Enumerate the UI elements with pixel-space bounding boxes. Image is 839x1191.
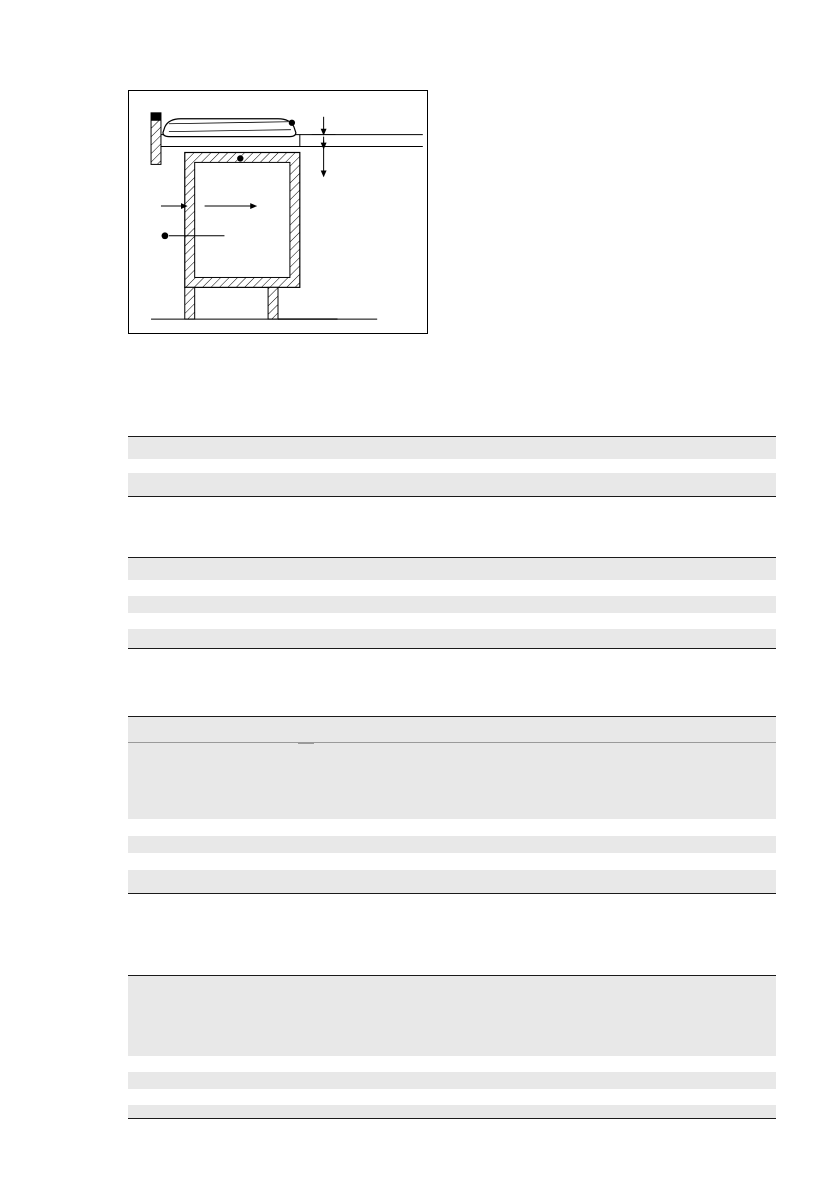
specification-table-3 bbox=[128, 716, 776, 894]
table-cell bbox=[314, 1105, 776, 1119]
worktop-slab bbox=[161, 119, 300, 147]
callout-dot-1 bbox=[289, 120, 295, 126]
cabinet-body bbox=[185, 152, 300, 287]
table-cell bbox=[314, 473, 776, 497]
table-row bbox=[128, 870, 776, 894]
table-cell bbox=[128, 976, 314, 998]
specification-table-2 bbox=[128, 557, 776, 649]
table-cell bbox=[314, 819, 776, 836]
callout-dot-2 bbox=[237, 155, 243, 161]
table-cell bbox=[314, 976, 776, 998]
table-cell bbox=[314, 1089, 776, 1105]
table-cell bbox=[128, 998, 314, 1056]
table-cell bbox=[128, 853, 314, 870]
table-cell bbox=[314, 437, 776, 459]
wall-hatch-left bbox=[151, 113, 161, 165]
table-cell bbox=[314, 580, 776, 596]
table-row bbox=[128, 437, 776, 459]
table-cell bbox=[128, 459, 314, 473]
specification-table-1 bbox=[128, 436, 776, 497]
table-row bbox=[128, 976, 776, 998]
table-cell bbox=[314, 629, 776, 649]
table-cell bbox=[128, 596, 314, 613]
table-row bbox=[128, 853, 776, 870]
table-row bbox=[128, 998, 776, 1056]
table-cell bbox=[314, 558, 776, 580]
table-cell bbox=[128, 580, 314, 596]
table-cell bbox=[128, 1056, 314, 1072]
table-cell bbox=[314, 596, 776, 613]
table-row bbox=[128, 743, 776, 801]
table-cell bbox=[128, 801, 314, 819]
table-cell bbox=[128, 437, 314, 459]
table-row bbox=[128, 629, 776, 649]
table-cell bbox=[314, 853, 776, 870]
dimension-arrows-right bbox=[312, 117, 336, 177]
table-cell bbox=[128, 1089, 314, 1105]
table-row bbox=[128, 580, 776, 596]
table-cell bbox=[314, 717, 776, 743]
table-cell bbox=[314, 801, 776, 819]
table-row bbox=[128, 1105, 776, 1119]
table-cell bbox=[128, 613, 314, 629]
specification-table-4 bbox=[128, 975, 776, 1119]
table-row bbox=[128, 613, 776, 629]
table-cell bbox=[314, 613, 776, 629]
table-row bbox=[128, 558, 776, 580]
table-row bbox=[128, 819, 776, 836]
table-cell bbox=[128, 1072, 314, 1089]
table-row bbox=[128, 459, 776, 473]
table-cell bbox=[128, 629, 314, 649]
cabinet-plinth bbox=[151, 287, 377, 319]
table-row bbox=[128, 717, 776, 743]
table-cell bbox=[314, 1072, 776, 1089]
callout-dot-3 bbox=[162, 232, 169, 239]
table-row bbox=[128, 836, 776, 853]
table-cell bbox=[128, 819, 314, 836]
table-cell bbox=[128, 743, 314, 801]
table-cell bbox=[314, 1056, 776, 1072]
table-cell bbox=[314, 459, 776, 473]
table-cell bbox=[128, 870, 314, 894]
table-cell bbox=[128, 836, 314, 853]
table-row bbox=[128, 1056, 776, 1072]
table-row bbox=[128, 1089, 776, 1105]
table-cell bbox=[314, 998, 776, 1056]
table-cell bbox=[314, 743, 776, 801]
table-row bbox=[128, 596, 776, 613]
table-cell bbox=[128, 1105, 314, 1119]
table-cell bbox=[314, 836, 776, 853]
table-cell bbox=[128, 717, 314, 743]
table-row bbox=[128, 801, 776, 819]
table-cell bbox=[128, 473, 314, 497]
table-row bbox=[128, 1072, 776, 1089]
table-cell bbox=[314, 870, 776, 894]
table-row bbox=[128, 473, 776, 497]
installation-diagram bbox=[128, 90, 428, 334]
table-inner-rule bbox=[298, 743, 314, 744]
table-cell bbox=[128, 558, 314, 580]
